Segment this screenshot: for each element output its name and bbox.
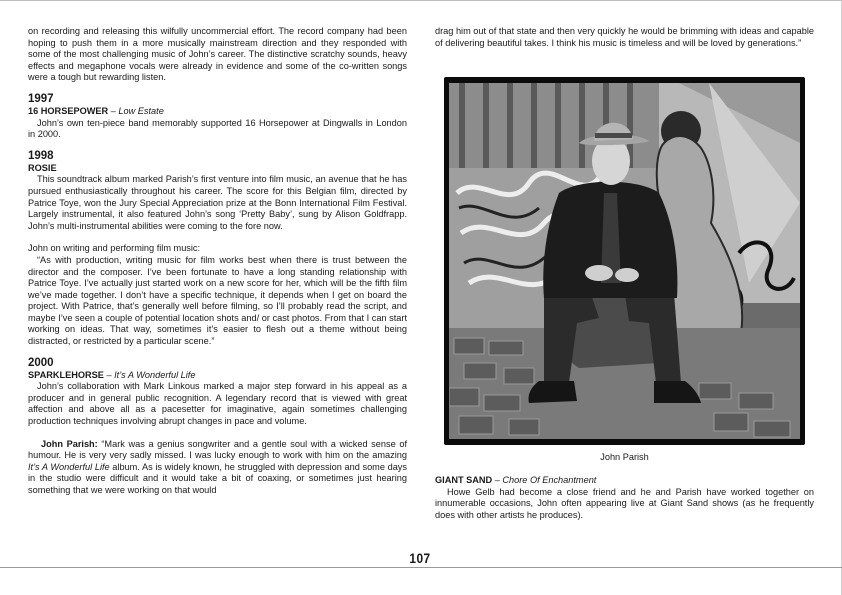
album-title: Low Estate (118, 105, 164, 116)
intro-paragraph: on recording and releasing this wilfully uncommercial effort. The record company had been hoping to push them in a more musically mainstream direction and they responded with some of the most challenging music of John’s career. The distinctive scratchy sounds, heavy effects and megaphone vocals were already in evidence and some of the co-written songs were a tough but rewarding listen. (28, 26, 407, 83)
entry-title-giant-sand (435, 475, 814, 487)
title-dash: – (103, 369, 115, 380)
right-column (435, 26, 814, 49)
quote-text-part2: album. As is widely known, he struggled with depression and some days in the studio were difficult and it would take a bit of coaxing, or sometimes just hearing something that we were working on that would (28, 461, 407, 495)
portrait-photo (449, 83, 800, 439)
artist-name: 16 HORSEPOWER (28, 105, 109, 116)
entry-body-2000: John’s collaboration with Mark Linkous marked a major step forward in his appeal as a producer and in general public recognition. A legendary record that is viewed with great affection and above all as a pacesetter for imaginative, again sometimes challenging production techniques involving abrupt changes in pace and volume. (28, 381, 407, 427)
artist-name: SPARKLEHORSE (28, 369, 104, 380)
footer-rule (0, 567, 842, 568)
paragraph-gap (28, 232, 407, 243)
continued-quote: drag him out of that state and then very quickly he would be brimming with ideas and capable of delivering beautiful takes. I think his music is timeless and will be loved by generations.” (435, 26, 814, 48)
title-dash: – (492, 475, 503, 485)
entry-body-giant-sand: Howe Gelb had become a close friend and he and Parish have worked together on innumerable occasions, John often appearing live at Giant Sand shows (as he frequently does with other artists he produces). (435, 486, 814, 520)
quote-intro-1998: John on writing and performing film music: (28, 243, 201, 254)
quote-2000 (28, 439, 407, 497)
page-number: 107 (409, 550, 431, 566)
photo-caption: John Parish (600, 452, 649, 462)
entry-body-1997: John’s own ten-piece band memorably supported 16 Horsepower at Dingwalls in London in 2000. (28, 117, 407, 140)
year-heading-1998: 1998 (28, 149, 54, 162)
album-title: Chore Of Enchantment (502, 475, 597, 485)
quote-text-part1: “Mark was a genius songwriter and a gentle soul with a wicked sense of humour. He is very very sadly missed. I was lucky enough to work with him on the amazing (28, 438, 407, 461)
year-heading-1997: 1997 (28, 92, 54, 105)
entry-title-2000 (28, 370, 407, 382)
title-dash: – (108, 105, 119, 116)
paragraph-gap (28, 428, 407, 439)
artist-name: GIANT SAND (435, 475, 493, 485)
giant-sand-section (435, 475, 814, 521)
entry-title-1997 (28, 106, 407, 118)
entry-body-1998: This soundtrack album marked Parish’s first venture into film music, an avenue that he has pursued enthusiastically throughout his career. The score for this Belgian film, directed by Patrice Toye, won the Jury Special Appreciation prize at the Bonn International Film Festival. Largely instrumental, it also featured John’s song ‘Pretty Baby’, sung by Alison Goldfrapp. John’s multi-instrumental abilities were coming to the fore now. (28, 174, 407, 231)
top-border (0, 0, 842, 1)
photo-frame (444, 77, 805, 445)
left-column (28, 26, 407, 497)
quote-1998: “As with production, writing music for film works best when there is trust between the director and the composer. I’ve been fortunate to have a long standing relationship with Patrice Toye. I’ve actually just started work on a new score for her, which will be the fifth film we’ve made together. I don’t have a specific technique, it depends when I get on board the project. With Patrice, that’s generally well before filming, so I’ll probably read the script, and maybe I’ve seen a couple of potential location shots and/ or cast photos. From that I can start working on ideas. That way, sometimes it’s easier to flesh out a theme without being distracted, or restricted by a particular scene.” (28, 254, 407, 347)
entry-title-1998: ROSIE (28, 162, 57, 173)
quote-album-title: It’s A Wonderful Life (28, 461, 110, 472)
quote-speaker: John Parish: (41, 438, 98, 449)
album-title: It’s A Wonderful Life (114, 369, 196, 380)
year-heading-2000: 2000 (28, 356, 54, 369)
